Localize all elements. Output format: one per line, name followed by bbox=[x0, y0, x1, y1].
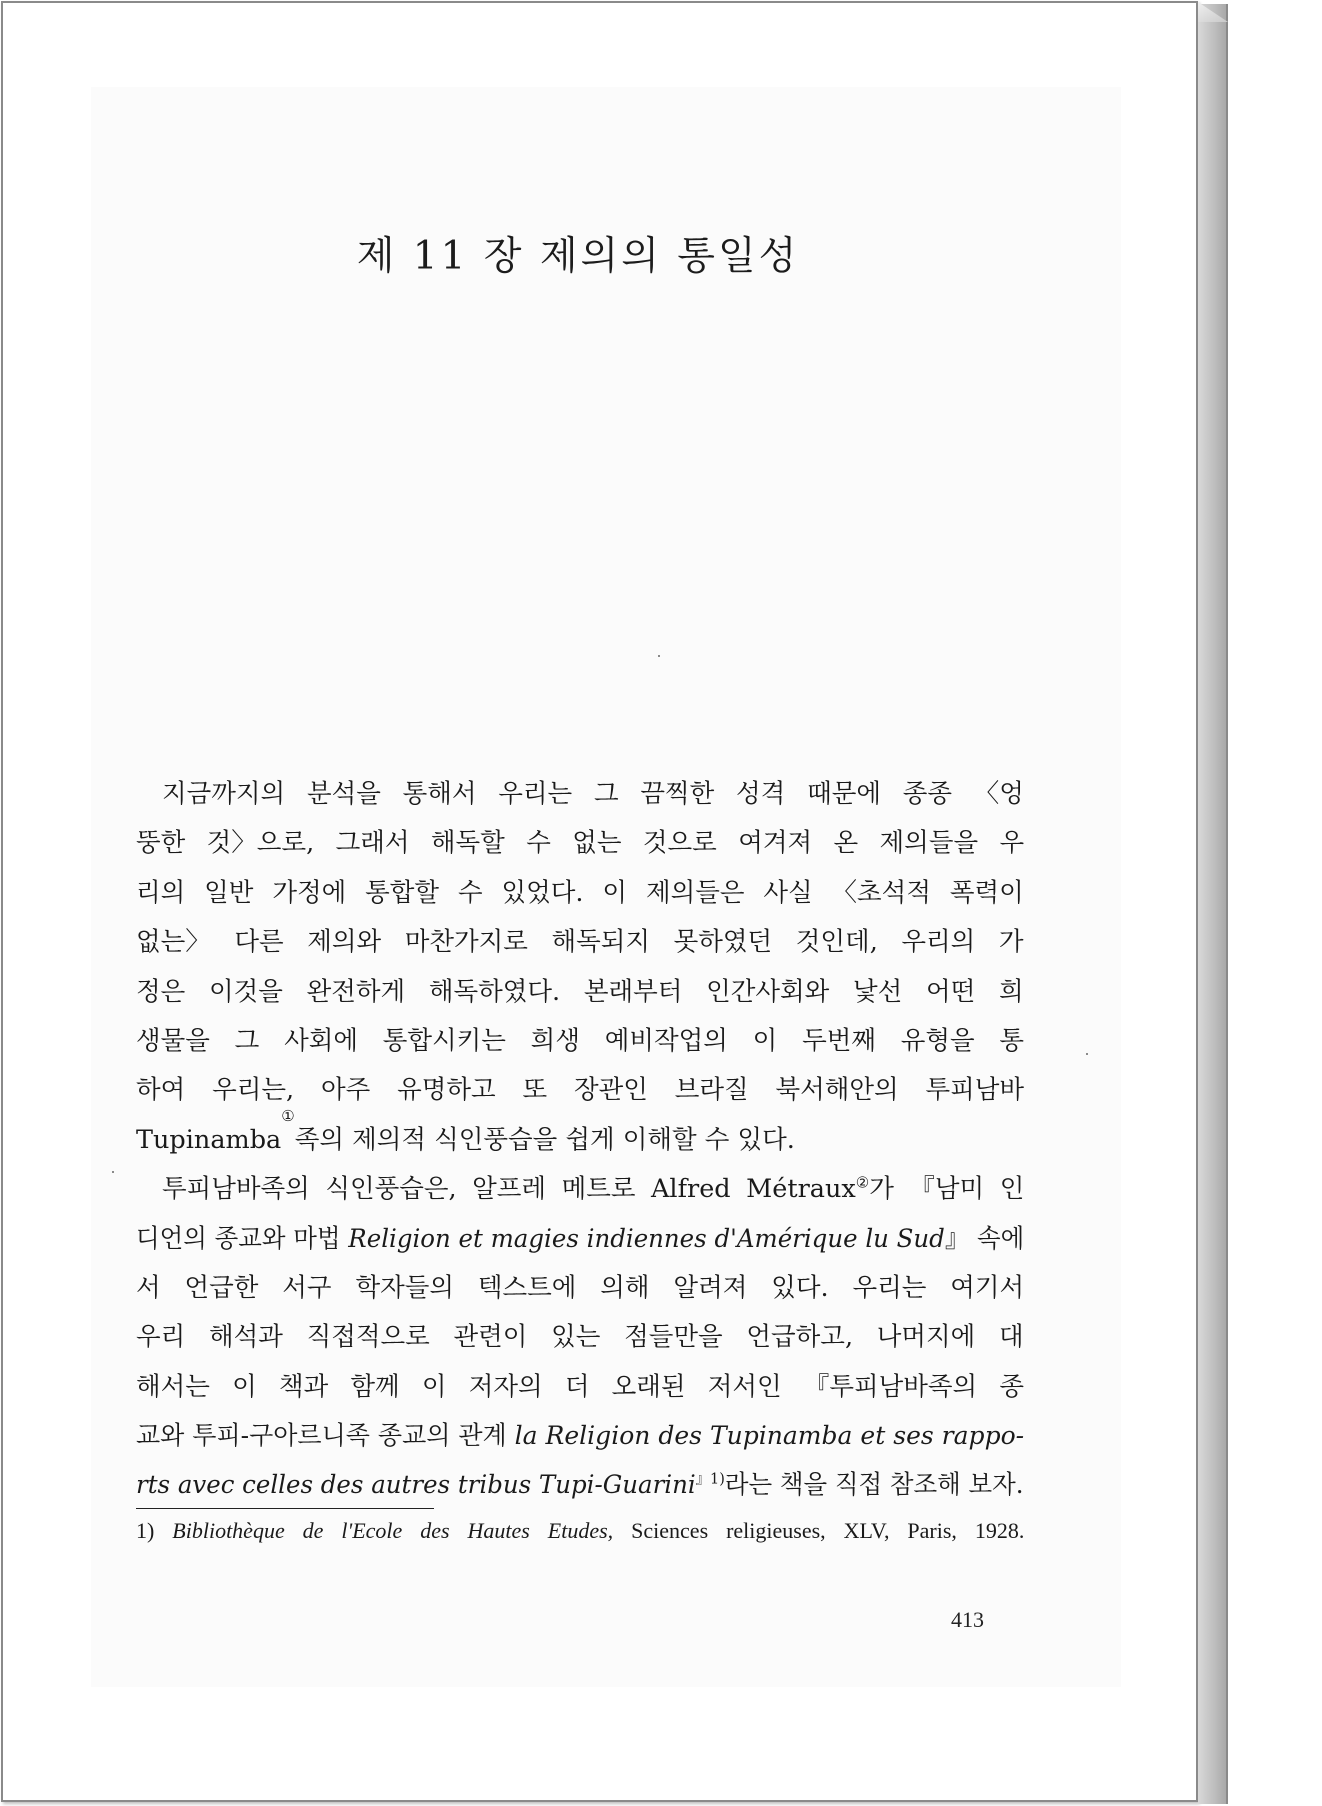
page-number: 413 bbox=[951, 1607, 984, 1632]
note-marker: ② bbox=[855, 1173, 870, 1192]
text-line-content bbox=[136, 1461, 1024, 1510]
text-line bbox=[136, 819, 1024, 868]
footnote-text: Sciences religieuses, XLV, Paris, 1928. bbox=[631, 1518, 1025, 1543]
text-fragment: 디언의 종교와 마법 bbox=[136, 1223, 349, 1254]
book-title-italic: rts avec celles des autres tribus Tupi-Guarini bbox=[136, 1470, 696, 1501]
text-fragment: 라는 책을 직접 참조해 보자. bbox=[724, 1470, 1024, 1501]
text-line-content bbox=[136, 1412, 1024, 1461]
text-fragment: 교와 투피-구아르니족 종교의 관계 bbox=[136, 1421, 515, 1452]
text-line bbox=[136, 1264, 1024, 1313]
book-spine-edge bbox=[1198, 4, 1228, 1804]
text-line-content bbox=[162, 1165, 1024, 1214]
text-fragment: 투피남바족의 식인풍습은, 알프레 메트로 Alfred Métraux bbox=[162, 1174, 856, 1205]
text-line bbox=[136, 1363, 1024, 1412]
text-line-content: 뚱한 것〉으로, 그래서 해독할 수 없는 것으로 여겨져 온 제의들을 우 bbox=[136, 828, 1025, 859]
text-line bbox=[136, 968, 1024, 1017]
text-line-content bbox=[136, 1215, 1024, 1264]
text-line-content: 정은 이것을 완전하게 해독하였다. 본래부터 인간사회와 낯선 어떤 희 bbox=[136, 976, 1024, 1007]
text-line-content: 리의 일반 가정에 통합할 수 있었다. 이 제의들은 사실 〈초석적 폭력이 bbox=[136, 877, 1024, 908]
note-marker: ① bbox=[281, 1106, 295, 1125]
text-line-content: 해서는 이 책과 함께 이 저자의 더 오래된 저서인 『투피남바족의 종 bbox=[136, 1371, 1025, 1402]
text-line-content: 우리 해석과 직접적으로 관련이 있는 점들만을 언급하고, 나머지에 대 bbox=[136, 1322, 1024, 1353]
text-line bbox=[136, 1017, 1024, 1066]
text-line-content: 하여 우리는, 아주 유명하고 또 장관인 브라질 북서해안의 투피남바 bbox=[136, 1075, 1025, 1106]
text-line bbox=[136, 1066, 1024, 1115]
footnote-content bbox=[136, 1518, 1024, 1544]
book-title-italic: la Religion des Tupinamba et ses rappo- bbox=[514, 1421, 1025, 1452]
body-text bbox=[136, 770, 1024, 1511]
text-line bbox=[136, 1165, 1024, 1214]
text-line-content: 서 언급한 서구 학자들의 텍스트에 의해 알려져 있다. 우리는 여기서 bbox=[136, 1272, 1025, 1303]
text-line-content: 생물을 그 사회에 통합시키는 희생 예비작업의 이 두번째 유형을 통 bbox=[136, 1025, 1025, 1056]
footnote-italic: Bibliothèque de l'Ecole des Hautes Etudes, bbox=[172, 1518, 614, 1543]
text-fragment: 가 『남미 인 bbox=[869, 1174, 1025, 1205]
text-line bbox=[136, 918, 1024, 967]
text-line bbox=[136, 1106, 1024, 1165]
text-line bbox=[136, 869, 1024, 918]
text-fragment: 』 속에 bbox=[944, 1223, 1025, 1254]
text-line-content: 없는〉 다른 제의와 마찬가지로 해독되지 못하였던 것인데, 우리의 가 bbox=[136, 927, 1024, 958]
text-line bbox=[136, 1461, 1024, 1510]
chapter-title: 제 11 장 제의의 통일성 bbox=[356, 234, 800, 279]
text-line bbox=[136, 1215, 1024, 1264]
text-line bbox=[136, 1313, 1024, 1362]
footnote bbox=[136, 1518, 1024, 1544]
footnote-number: 1) bbox=[136, 1518, 155, 1543]
text-line bbox=[136, 770, 1024, 819]
scan-speck bbox=[112, 1171, 114, 1173]
book-page bbox=[1, 1, 1198, 1802]
scan-speck bbox=[1086, 1053, 1088, 1055]
text-line-content: Tupinamba bbox=[136, 1124, 282, 1155]
scan-speck bbox=[658, 655, 660, 657]
text-line-content: 족의 제의적 식인풍습을 쉽게 이해할 수 있다. bbox=[294, 1124, 795, 1155]
footnote-marker: 』1) bbox=[695, 1469, 725, 1488]
text-line bbox=[136, 1412, 1024, 1461]
footnote-rule bbox=[136, 1508, 434, 1509]
book-title-italic: Religion et magies indiennes d'Amérique lu Sud bbox=[348, 1223, 945, 1254]
text-line-content: 지금까지의 분석을 통해서 우리는 그 끔찍한 성격 때문에 종종 〈엉 bbox=[162, 779, 1024, 809]
